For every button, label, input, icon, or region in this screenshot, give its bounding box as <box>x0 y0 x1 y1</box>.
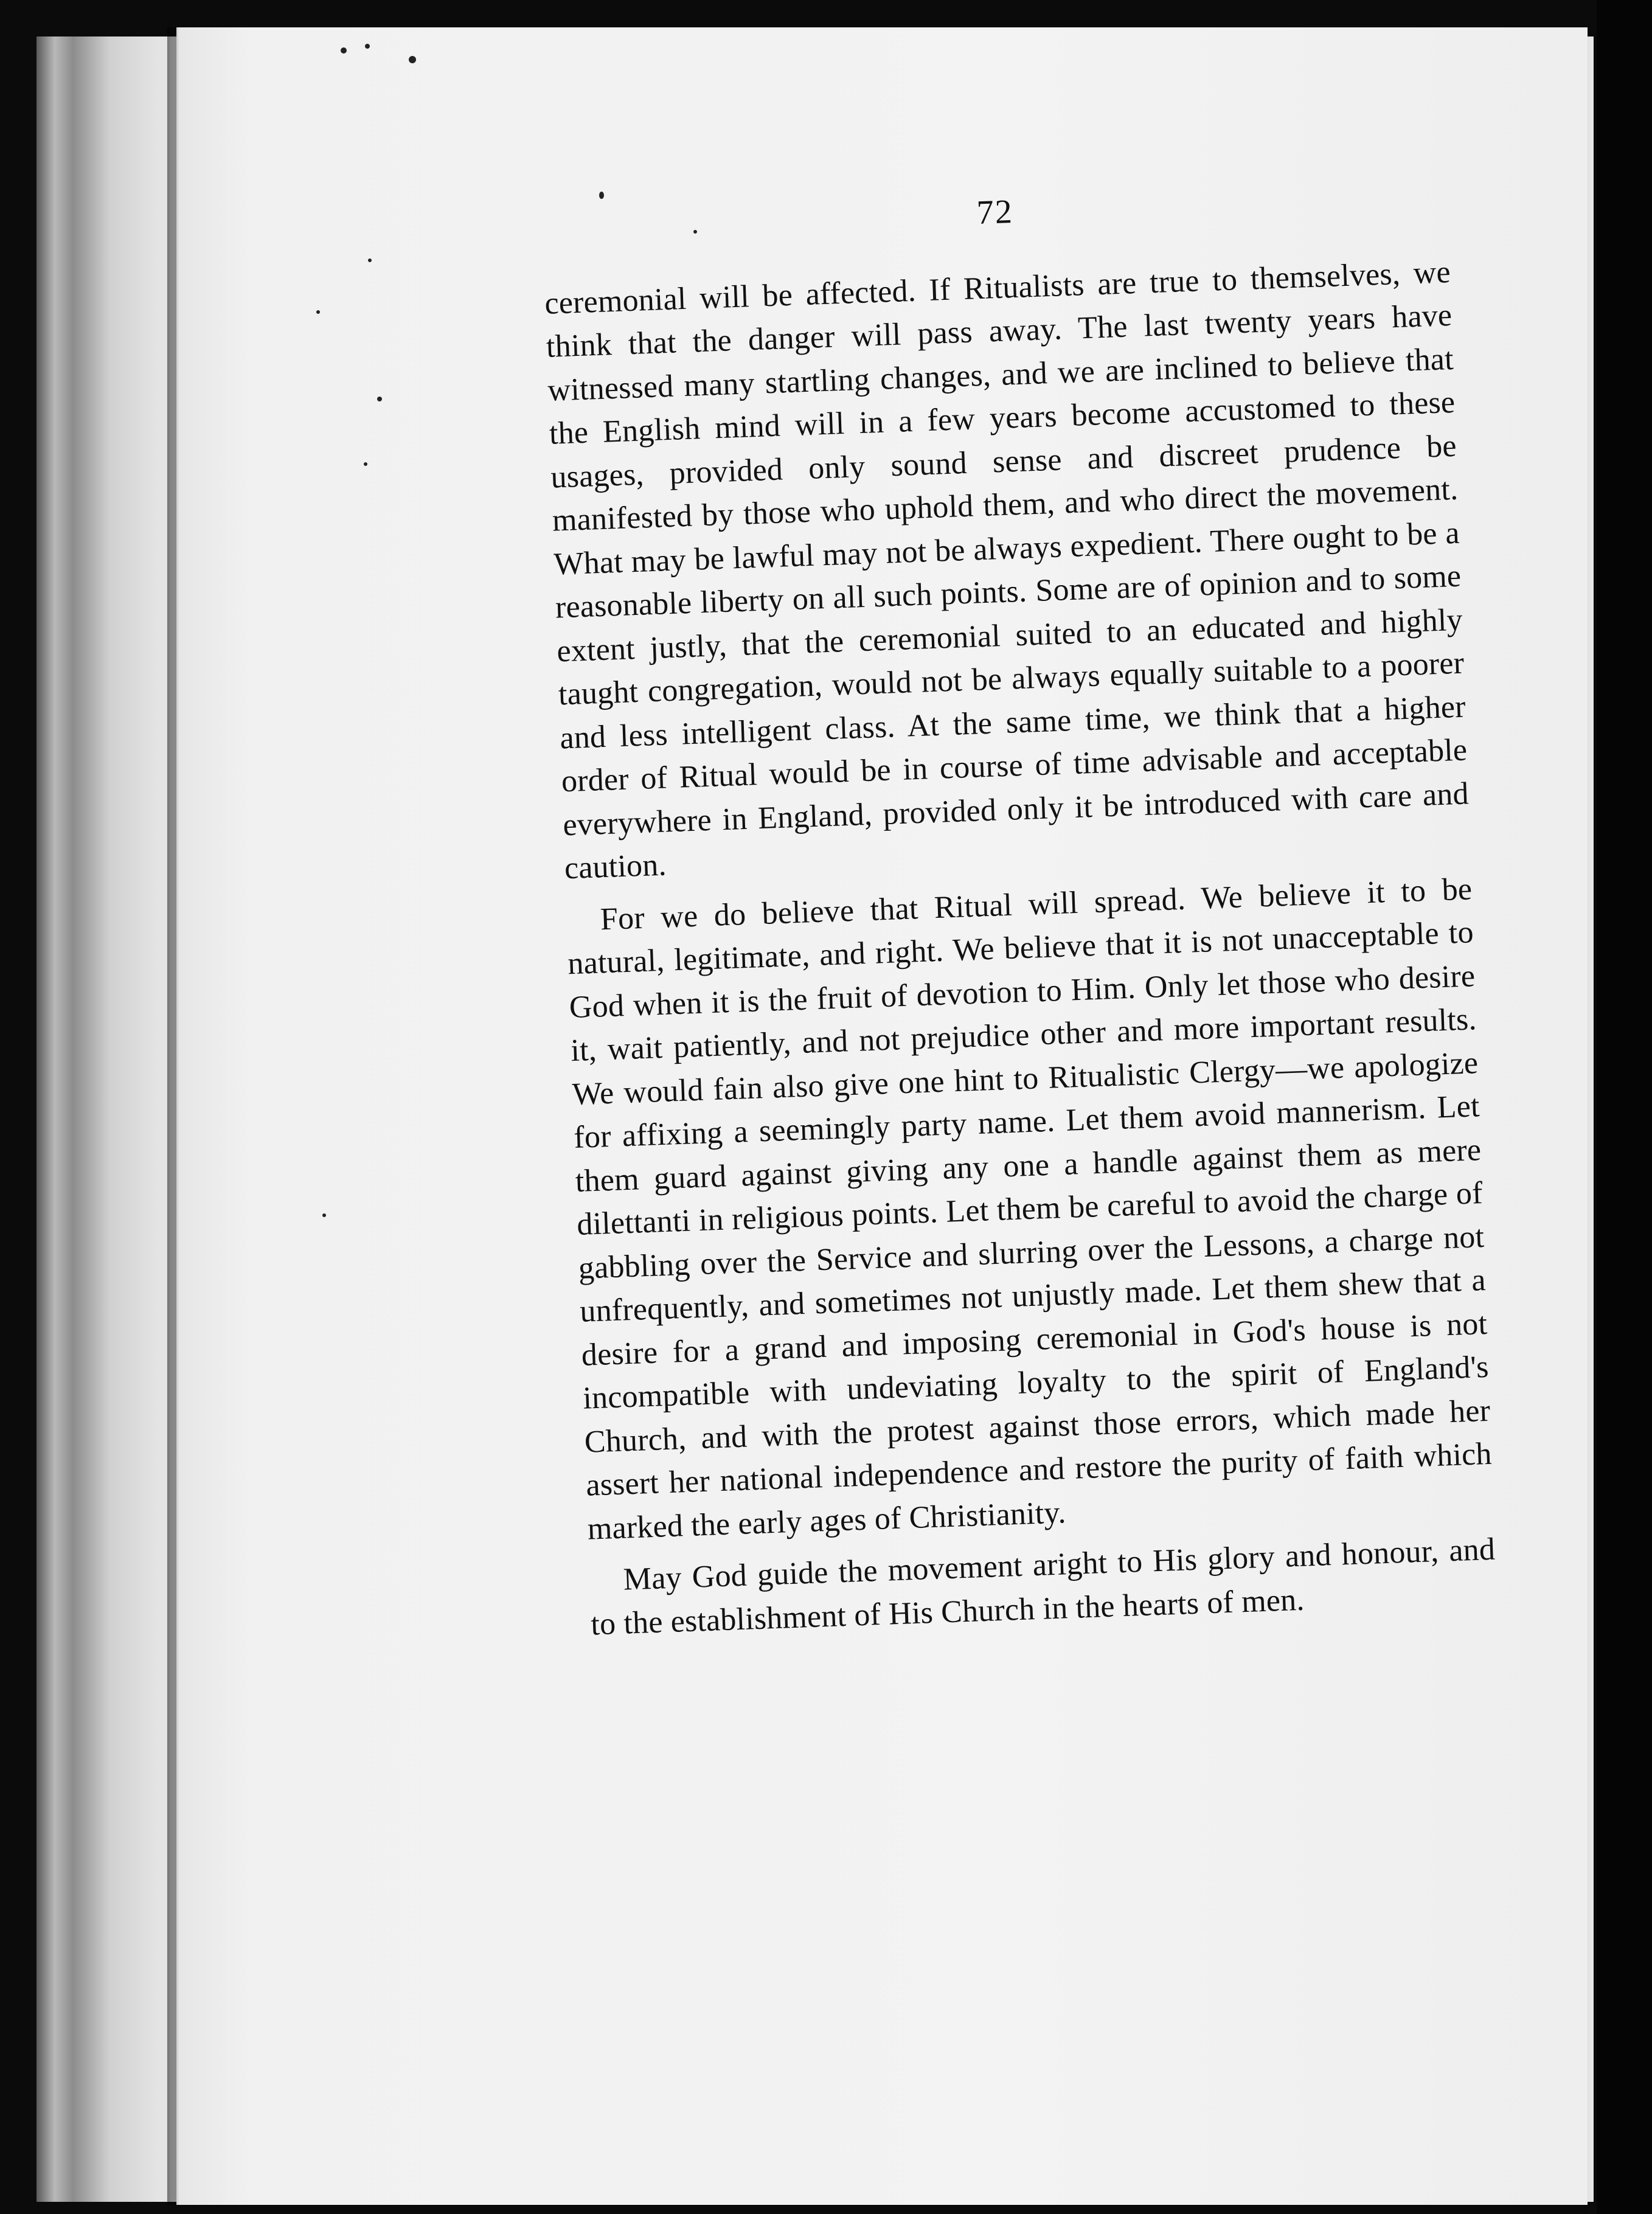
dust-speck <box>409 56 416 63</box>
scan-border <box>1597 0 1652 2214</box>
dust-speck <box>364 462 367 466</box>
paragraph: ceremonial will be affected. If Ritualists are true to themselves, we think that the danger will pass away. The last twenty years have witnessed many startling changes, and we are inclined to believe that the English mind will in a few years become accustomed to these usages, provided only sound sense and discreet prudence be manifested by those who uphold them, and who direct the movement. What may be lawful may not be always expedient. There ought to be a reasonable liberty on all such points. Some are of opinion and to some extent justly, that the ceremonial suited to an educated and highly taught congregation, would not be always equally suitable to a poorer and less intelligent class. At the same time, we think that a higher order of Ritual would be in course of time advisable and acceptable everywhere in England, provided only it be introduced with care and caution. <box>544 254 1470 886</box>
dust-speck <box>599 192 604 199</box>
page-number: 72 <box>976 192 1014 232</box>
paragraph: May God guide the movement aright to His glory and honour, and to the establishment of His Church in the hearts of men. <box>590 1532 1496 1642</box>
dust-speck <box>341 47 347 54</box>
page-text <box>541 175 1498 1655</box>
dust-speck <box>322 1213 326 1217</box>
dust-speck <box>377 397 382 401</box>
dust-speck <box>316 310 320 314</box>
dust-speck <box>368 259 372 262</box>
dust-speck <box>365 44 370 49</box>
page-edge-shadow <box>167 27 179 2205</box>
paragraph: For we do believe that Ritual will spread. We believe it to be natural, legitimate, and right. We believe that it is not unacceptable to God when it is the fruit of devotion to Him. Only let those who desire it, wait patiently, and not prejudice other and more important results. We would fain also give one hint to Ritualistic Clergy—we apologize for affixing a seemingly party name. Let them avoid mannerism. Let them guard against giving any one a handle against them as mere dilettanti in religious points. Let them be careful to avoid the charge of gabbling over the Service and slurring over the Lessons, a charge not unfrequently, and sometimes not unjustly made. Let them shew that a desire for a grand and imposing ceremonial in God's house is not incompatible with undeviating loyalty to the spirit of England's Church, and with the protest against those errors, which made her assert her national independence and restore the purity of faith which marked the early ages of Christianity. <box>567 871 1493 1547</box>
